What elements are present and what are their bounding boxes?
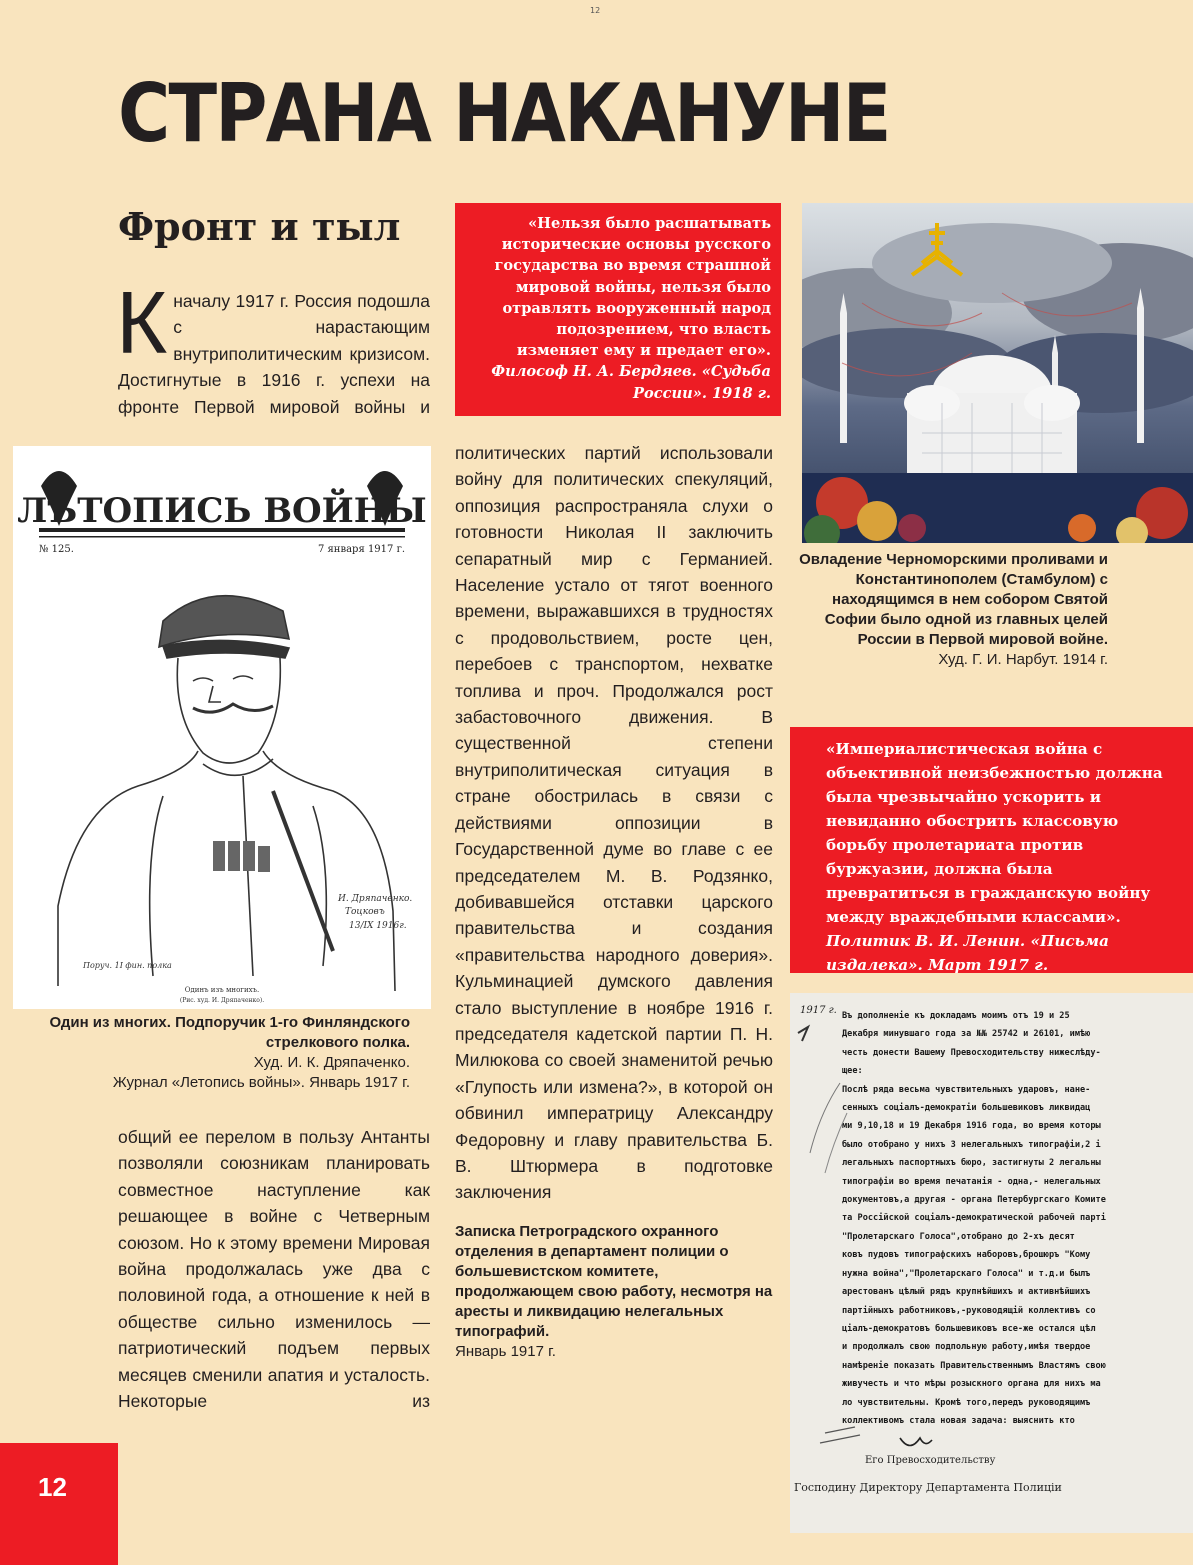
document-line: ми 9,10,18 и 19 Декабря 1916 года, во время которы (842, 1121, 1101, 1132)
bottom-caption-credit: (Рис. худ. И. Дряпаченко). (179, 997, 265, 1004)
document-line: живучесть и что мѣры розыскного органа для нихъ ма (842, 1379, 1101, 1390)
artist-signature: И. Дряпаченко. (338, 894, 413, 904)
hagia-sophia-illustration (802, 203, 1193, 543)
document-line: щее: (842, 1066, 863, 1077)
document-line: "Пролетарскаго Голоса",отобрано до 2-хъ десят (842, 1231, 1075, 1242)
page-title: СТРАНА НАКАНУНЕ (118, 67, 890, 160)
quote-source: Философ Н. А. Бердяев. «Судьба России». 1918 г. (491, 363, 771, 402)
date-signature: 13/IX 1916г. (349, 921, 407, 931)
document-line: нужна война","Пролетарскаго Голоса" и т.д.и былъ (842, 1268, 1091, 1279)
quote-source: Политик В. И. Ленин. «Письма издалека». Март 1917 г. (826, 932, 1109, 974)
document-line: документовъ,а другая - органа Петербургскаго Комите (842, 1195, 1106, 1206)
page-subtitle: Фронт и тыл (118, 204, 401, 249)
document-line: было отобрано у нихъ 3 нелегальныхъ типографіи,2 і (842, 1139, 1101, 1150)
document-caption (455, 1222, 775, 1362)
document-line: ло чувствительны. Кромѣ того,передъ руководящимъ (842, 1397, 1091, 1408)
document-closing-1: Его Превосходительству (865, 1455, 996, 1466)
narbut-caption-author: Худ. Г. И. Нарбут. 1914 г. (938, 651, 1108, 668)
document-line: и продолжалъ свою подпольную работу,имѣя твердое (842, 1342, 1091, 1353)
issue-number: № 125. (39, 544, 74, 555)
article-paragraph-1 (116, 273, 430, 420)
document-line: намѣреніе показать Правительственнымъ Властямъ свою (842, 1360, 1106, 1371)
article-column-2: политических партий использовали войну для политических спекуляций, оппозиция распространяла слухи о готовности Николая II заключить сепаратный мир с Германией. Население устало от тягот военного времени, выражавшихся в трудностях с продовольствием, росте цен, перебоев с транспортом, нехватке топлива и проч. Продолжался рост забастовочного движения. В существенной степени внутриполитическая ситуация в стране обострилась в связи с действиями оппозиции в Государственной думе во главе с ее председателем М. В. Родзянко, добивавшейся отставки царского правительства и создания «правительства народного доверия». Кульминацией думского давления стало выступление в ноябре 1916 г. председателя кадетской партии П. Н. Милюкова со своей знаменитой речью «Глупость или измена?», в которой он обвинил императрицу Александру Федоровну и главу правительства Б. В. Штюрмера в подготовке заключения (455, 443, 773, 1203)
drop-cap: К (116, 273, 168, 372)
quote-text: «Нельзя было расшатывать исторические основы русского государства во время страшной мировой войны, нельзя было отравлять вооруженный народ подозрением, что власть изменяет ему и предает его». (494, 215, 771, 360)
document-line: Декабря минувшаго года за №№ 25742 и 26101, имѣю (842, 1029, 1091, 1040)
document-line: типографіи во время печатанія - одна,- нелегальных (842, 1176, 1101, 1187)
document-line: арестованъ цѣлый рядъ крупнѣйшихъ и активнѣйшихъ (842, 1287, 1091, 1298)
document-line: партійныхъ работниковъ,-руководящій коллективъ со (842, 1305, 1096, 1316)
bottom-caption-title: Одинъ изъ многихъ. (184, 986, 260, 994)
letopis-voiny-cover-image (13, 446, 431, 1009)
document-line: легальныхъ паспортныхъ бюро, застигнуты 2 легальны (842, 1158, 1101, 1169)
letopis-caption-bold: Один из многих. Подпоручик 1-го Финляндского стрелкового полка. (49, 1014, 410, 1051)
document-caption-bold: Записка Петроградского охранного отделения в департамент полиции о большевистском комитете, продолжающем свою работу, несмотря на аресты и ликвидацию нелегальных типографий. (455, 1223, 773, 1340)
document-line: сенныхъ соціалъ-демократіи большевиковъ ликвидац (842, 1103, 1091, 1114)
document-line: Послѣ ряда весьма чувствительныхъ ударовъ, нане- (842, 1084, 1091, 1095)
document-line: ковъ пудовъ типографскихъ наборовъ,брошюръ "Кому (842, 1250, 1091, 1261)
paragraph-1-text: началу 1917 г. Россия подошла с нарастающим внутриполитическим кризисом. Достигнутые в 1916 г. успехи на фронте Первой мировой войны и (118, 291, 430, 417)
letopis-caption-author: Худ. И. К. Дряпаченко. (253, 1054, 410, 1071)
quote-box-berdyaev (455, 203, 781, 416)
top-page-number: 12 (590, 6, 601, 15)
letopis-caption (40, 1013, 410, 1093)
narbut-painting-image (802, 203, 1193, 543)
narbut-caption (790, 550, 1108, 670)
rank-inscription: Поруч. 1I фин. полка (83, 961, 172, 970)
article-column-1-continuation: общий ее перелом в пользу Антанты позволяли союзникам планировать совместное наступление как решающее в войне с Четверным союзом. Но к этому времени Мировая война продолжалась уже два с половиной года, а отношение к ней в обществе сильно изменилось — патриотический подъем первых месяцев сменили апатия и усталость. Некоторые из (118, 1127, 430, 1412)
document-handwriting-marks (790, 993, 1193, 1533)
page-number: 12 (38, 1472, 67, 1502)
soldier-portrait-illustration (13, 446, 431, 1009)
quote-text: «Империалистическая война с объективной неизбежностью должна была чрезвычайно ускорить и невиданно обострить классовую борьбу пролетариата против буржуазии, должна была превратиться в гражданскую войну между враждебными классами». (826, 740, 1163, 926)
document-caption-date: Январь 1917 г. (455, 1343, 556, 1360)
document-line: честь донести Вашему Превосходительству нижеслѣду- (842, 1047, 1101, 1058)
document-line: Въ дополненіе къ докладамъ моимъ отъ 19 и 25 (842, 1011, 1070, 1021)
location-signature: Тоцковъ (345, 907, 385, 917)
document-line: та Россійской соціалъ-демократической рабочей парті (842, 1213, 1106, 1224)
letopis-caption-source: Журнал «Летопись войны». Январь 1917 г. (112, 1074, 410, 1091)
masthead-text: ЛѢТОПИСЬ ВОЙНЫ (17, 491, 427, 531)
issue-date: 7 января 1917 г. (317, 544, 405, 555)
document-line: коллективомъ стала новая задача: выяснить кто (842, 1415, 1075, 1426)
page-number-box (0, 1443, 118, 1565)
document-line: ціалъ-демократовъ большевиковъ все-же остался цѣл (842, 1323, 1096, 1334)
archive-document-image (790, 993, 1193, 1533)
quote-box-lenin (790, 727, 1193, 973)
narbut-caption-bold: Овладение Черноморскими проливами и Константинополем (Стамбулом) с находящимся в нем собором Святой Софии было одной из главных целей России в Первой мировой войне. (799, 551, 1108, 648)
document-margin-date: 1917 г. (800, 1005, 837, 1016)
document-closing-2: Господину Директору Департамента Полиціи (794, 1481, 1062, 1494)
